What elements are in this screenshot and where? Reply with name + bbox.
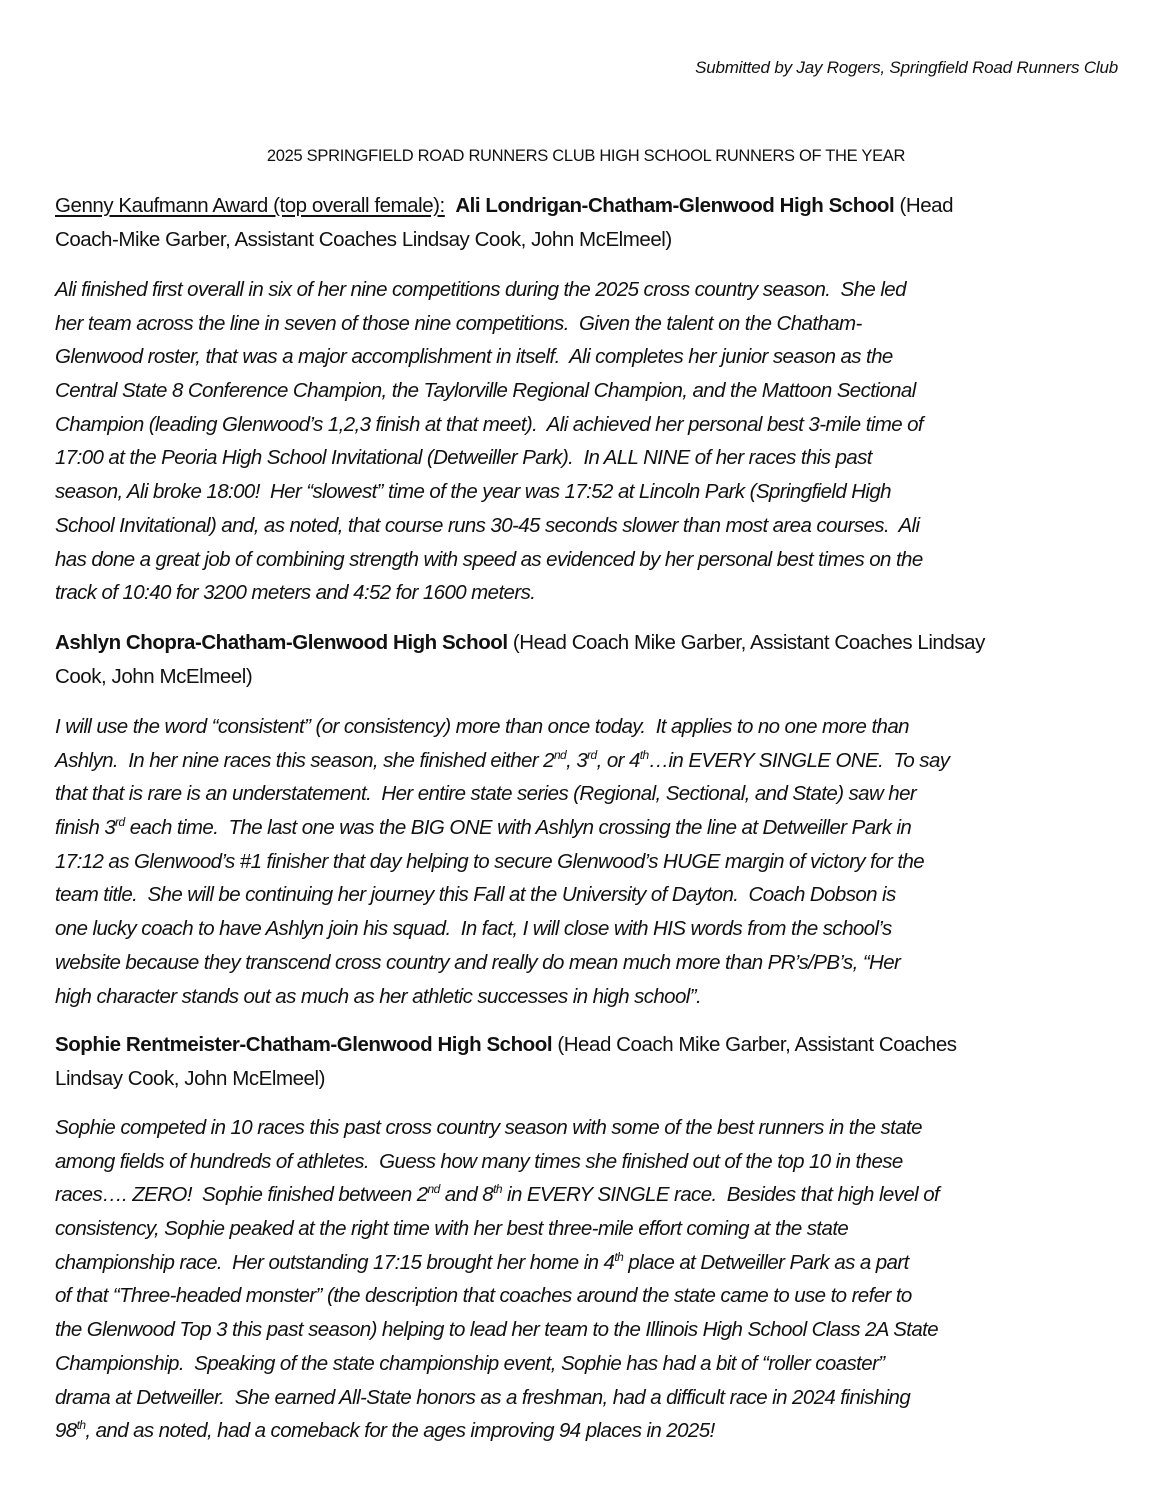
document-title: 2025 SPRINGFIELD ROAD RUNNERS CLUB HIGH SCHOOL RUNNERS OF THE YEAR (266, 147, 906, 165)
bio-line: website because they transcend cross country and really do mean much more than PR’s/PB’s, “Her (55, 950, 901, 974)
bio-line: 98th, and as noted, had a comeback for the ages improving 94 places in 2025! (55, 1418, 715, 1443)
ordinal-suffix: th (639, 747, 649, 762)
heading-line-1 (55, 626, 1125, 660)
heading-line-2: Coach-Mike Garber, Assistant Coaches Lindsay Cook, John McElmeel) (55, 227, 672, 251)
bio-line: consistency, Sophie peaked at the right time with her best three-mile effort coming at the state (55, 1217, 849, 1241)
ordinal-suffix: nd (427, 1182, 440, 1197)
bio-line: finish 3rd each time. The last one was the BIG ONE with Ashlyn crossing the line at Detweiller Park in (55, 815, 912, 840)
bio-line: Glenwood roster, that was a major accomplishment in itself. Ali completes her junior season as the (55, 345, 893, 369)
bio-line: team title. She will be continuing her journey this Fall at the University of Dayton. Coach Dobson is (55, 883, 896, 907)
bio-line: 17:12 as Glenwood’s #1 finisher that day helping to secure Glenwood’s HUGE margin of victory for the (55, 849, 925, 873)
ordinal-suffix: th (614, 1249, 624, 1264)
bio-line: one lucky coach to have Ashlyn join his squad. In fact, I will close with HIS words from the school’s (55, 917, 892, 941)
award-heading-ali (55, 189, 1125, 256)
bio-line: 17:00 at the Peoria High School Invitational (Detweiller Park). In ALL NINE of her races this past (55, 446, 872, 470)
bio-line: high character stands out as much as her athletic successes in high school”. (55, 984, 702, 1008)
bio-line: Sophie competed in 10 races this past cross country season with some of the best runners in the state (55, 1116, 922, 1139)
bio-sophie (55, 1111, 1125, 1448)
heading-line-1 (55, 1028, 1125, 1062)
bio-line: her team across the line in seven of those nine competitions. Given the talent on the Chatham- (55, 311, 862, 335)
award-label: Genny Kaufmann Award (top overall female): (55, 194, 445, 217)
bio-line: Central State 8 Conference Champion, the Taylorville Regional Champion, and the Mattoon Sectional (55, 379, 916, 403)
coaches-text: (Head (899, 194, 954, 217)
ordinal-suffix: rd (587, 747, 597, 762)
heading-line-1 (55, 189, 1125, 223)
ordinal-suffix: th (493, 1182, 502, 1197)
bio-ali (55, 273, 1125, 610)
bio-ashlyn (55, 710, 1125, 1013)
coaches-text: (Head Coach Mike Garber, Assistant Coaches (557, 1033, 957, 1056)
bio-line: among fields of hundreds of athletes. Guess how many times she finished out of the top 10 in these (55, 1149, 903, 1173)
ordinal-suffix: th (76, 1418, 86, 1433)
award-heading-ashlyn (55, 626, 1125, 693)
ordinal-suffix: nd (553, 747, 567, 762)
runner-name: Ashlyn Chopra-Chatham-Glenwood High School (55, 631, 508, 654)
runner-name: Ali Londrigan-Chatham-Glenwood High School (455, 194, 895, 217)
bio-line: races…. ZERO! Sophie finished between 2nd and 8th in EVERY SINGLE race. Besides that high level of (55, 1182, 940, 1207)
heading-line-2: Cook, John McElmeel) (55, 664, 253, 688)
bio-line: I will use the word “consistent” (or consistency) more than once today. It applies to no one more than (55, 715, 909, 738)
ordinal-suffix: rd (115, 815, 125, 830)
bio-line: has done a great job of combining strength with speed as evidenced by her personal best times on the (55, 547, 923, 571)
heading-line-2: Lindsay Cook, John McElmeel) (55, 1066, 325, 1090)
runner-name: Sophie Rentmeister-Chatham-Glenwood High School (55, 1033, 553, 1056)
bio-line: championship race. Her outstanding 17:15 brought her home in 4th place at Detweiller Park as a part (55, 1249, 909, 1274)
bio-line: Ashlyn. In her nine races this season, she finished either 2nd, 3rd, or 4th…in EVERY SINGLE ONE. To say (55, 747, 950, 772)
bio-line: Ali finished first overall in six of her nine competitions during the 2025 cross country season. She led (55, 278, 906, 301)
bio-line: Championship. Speaking of the state championship event, Sophie has had a bit of “roller coaster” (55, 1351, 885, 1375)
bio-line: track of 10:40 for 3200 meters and 4:52 for 1600 meters. (55, 581, 536, 605)
bio-line: School Invitational) and, as noted, that course runs 30-45 seconds slower than most area courses. Ali (55, 513, 920, 537)
bio-line: season, Ali broke 18:00! Her “slowest” time of the year was 17:52 at Lincoln Park (Springfield High (55, 480, 891, 504)
submitted-by-line: Submitted by Jay Rogers, Springfield Road Runners Club (695, 58, 1118, 77)
bio-line: of that “Three-headed monster” (the description that coaches around the state came to use to refer to (55, 1284, 912, 1308)
bio-line: Champion (leading Glenwood’s 1,2,3 finish at that meet). Ali achieved her personal best 3-mile time of (55, 412, 924, 436)
bio-line: that that is rare is an understatement. Her entire state series (Regional, Sectional, and State) saw her (55, 782, 917, 806)
bio-line: the Glenwood Top 3 this past season) helping to lead her team to the Illinois High School Class 2A State (55, 1318, 939, 1342)
coaches-text: (Head Coach Mike Garber, Assistant Coaches Lindsay (512, 631, 985, 654)
award-heading-sophie (55, 1028, 1125, 1095)
bio-line: drama at Detweiller. She earned All-State honors as a freshman, had a difficult race in 2024 finishing (55, 1385, 911, 1409)
